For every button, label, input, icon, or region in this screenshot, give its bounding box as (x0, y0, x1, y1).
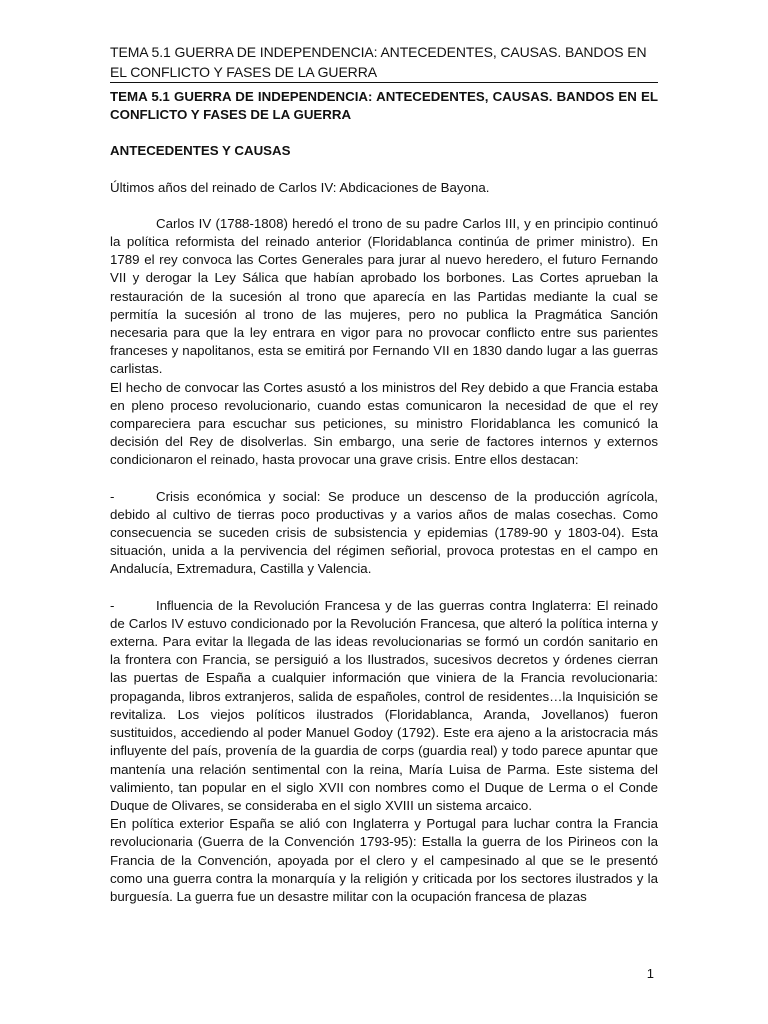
bullet-text-crisis: Crisis económica y social: Se produce un descenso de la producción agrícola, debido al cultivo de tierras poco productivas y a varios años de malas cosechas. Como consecuencia se suceden crisis de subsistencia y epidemias (1789-90 y 1803-04). Esta situación, unida a la pervivencia del régimen señorial, provoca protestas en el campo en Andalucía, Extremadura, Castilla y Valencia. (110, 488, 658, 577)
page-number: 1 (646, 966, 654, 981)
bullet-item-revolucion (110, 597, 658, 815)
running-header: TEMA 5.1 GUERRA DE INDEPENDENCIA: ANTECEDENTES, CAUSAS. BANDOS EN EL CONFLICTO Y FASES DE LA GUERRA (110, 42, 658, 83)
document-title: TEMA 5.1 GUERRA DE INDEPENDENCIA: ANTECEDENTES, CAUSAS. BANDOS EN EL CONFLICTO Y FASES DE LA GUERRA (110, 89, 658, 123)
subsection-title: Últimos años del reinado de Carlos IV: Abdicaciones de Bayona. (110, 179, 490, 195)
bullet-dash: - (110, 597, 115, 613)
paragraph-carlos-iv: Carlos IV (1788-1808) heredó el trono de su padre Carlos III, y en principio continuó la política reformista del reinado anterior (Floridablanca continúa de primer ministro). En 1789 el rey convoca las Cortes Generales para jurar al nuevo heredero, el futuro Fernando VII y derogar la Ley Sálica que habían aprobado los borbones. Las Cortes aprueban la restauración de la sucesión al trono que aparecía en las Partidas mediante la cual se permitía la sucesión al trono de las mujeres, pero no publica la Pragmática Sanción necesaria para que la ley entrara en vigor para no provocar conflicto entre sus parientes franceses y napolitanos, esta se emitirá por Fernando VII en 1830 dando lugar a las guerras carlistas. (110, 215, 658, 377)
bullet-item-crisis (110, 488, 658, 579)
paragraph-politica-exterior: En política exterior España se alió con Inglaterra y Portugal para luchar contra la Francia revolucionaria (Guerra de la Convención 1793-95): Estalla la guerra de los Pirineos con la Francia de la Convención, apoyada por el clero y el campesinado al que se le presentó como una guerra contra la monarquía y la religión y criticada por los sectores ilustrados y la burguesía. La guerra fue un desastre militar con la ocupación francesa de plazas (110, 816, 658, 904)
bullet-text-revolucion: Influencia de la Revolución Francesa y de las guerras contra Inglaterra: El reinado de Carlos IV estuvo condicionado por la Revolución Francesa, que alteró la política interna y externa. Para evitar la llegada de las ideas revolucionarias se formó un cordón sanitario en la frontera con Francia, se persiguió a los Ilustrados, sucesivos decretos y órdenes cierran las puertas de España a cualquier información que viniera de la Francia revolucionaria: propaganda, libros extranjeros, salida de españoles, control de residentes…la Inquisición se revitaliza. Los viejos políticos ilustrados (Floridablanca, Aranda, Jovellanos) fueron sustituidos, accediendo al poder Manuel Godoy (1792). Este era ajeno a la aristocracia más influyente del país, provenía de la guardia de corps (guardia real) y todo parece apuntar que mantenía una relación sentimental con la reina, María Luisa de Parma. Este sistema del valimiento, tan popular en el siglo XVII con nombres como el Duque de Lerma o el Conde Duque de Olivares, se consideraba en el siglo XVIII un sistema arcaico. (110, 597, 658, 813)
document-body (110, 88, 658, 906)
section-heading: ANTECEDENTES Y CAUSAS (110, 143, 291, 159)
bullet-dash: - (110, 488, 115, 504)
paragraph-cortes: El hecho de convocar las Cortes asustó a los ministros del Rey debido a que Francia estaba en pleno proceso revolucionario, cuando estas comunicaron la necesidad de que el rey compareciera para escuchar sus peticiones, su ministro Floridablanca les comunicó la decisión del Rey de disolverlas. Sin embargo, una serie de factores internos y externos condicionaron el reinado, hasta provocar una grave crisis. Entre ellos destacan: (110, 379, 658, 468)
